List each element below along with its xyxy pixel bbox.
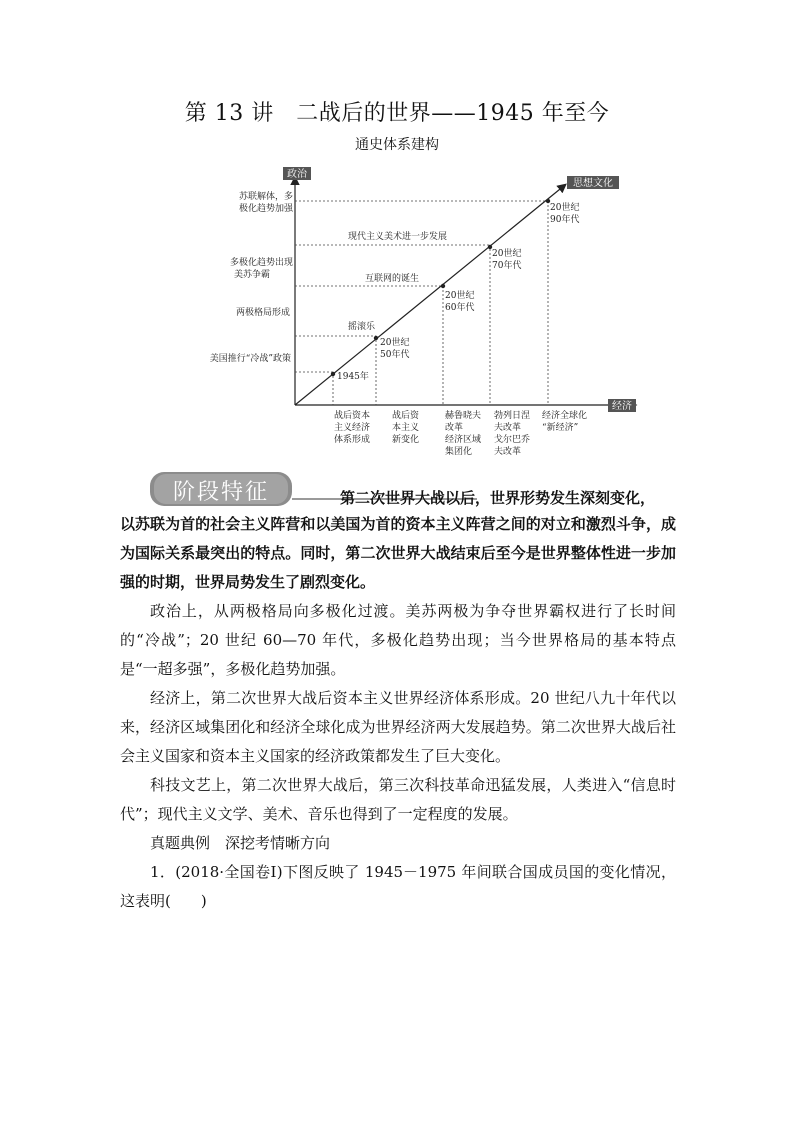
paragraph-3: 经济上，第二次世界大战后资本主义世界经济体系形成。20 世纪八九十年代以来，经济区域集团化和经济全球化成为世界经济两大发展趋势。第二次世界大战后社会主义国家和资本主义国家的经济政策都发生了巨大变化。 bbox=[120, 689, 676, 765]
bottom-label-4d: 夫改革 bbox=[494, 447, 522, 457]
section-subtitle: 通史体系建构 bbox=[355, 137, 439, 153]
point-label-60s-a: 20世纪 bbox=[445, 291, 475, 301]
point-1945 bbox=[331, 372, 335, 376]
point-label-70s-a: 20世纪 bbox=[492, 249, 522, 259]
point-label-90s-b: 90年代 bbox=[550, 215, 580, 225]
paragraph-1: 以苏联为首的社会主义阵营和以美国为首的资本主义阵营之间的对立和激烈斗争，成为国际关系最突出的特点。同时，第二次世界大战结束后至今是世界整体性进一步加强的时期，世界局势发生了剧烈变化。 bbox=[120, 515, 676, 591]
question-1: 1．(2018·全国卷Ⅰ)下图反映了 1945－1975 年间联合国成员国的变化情况，这表明( ) bbox=[120, 863, 676, 910]
stage-features-badge bbox=[150, 470, 300, 510]
point-label-60s-b: 60年代 bbox=[445, 303, 475, 313]
body-text bbox=[120, 510, 676, 916]
page-title: 第 13 讲 二战后的世界——1945 年至今 bbox=[184, 101, 610, 126]
bottom-label-4a: 勃列日涅 bbox=[494, 411, 531, 421]
axis-label-politics: 政治 bbox=[287, 169, 307, 180]
point-50s bbox=[374, 336, 378, 340]
paragraph-1-first-line: 第二次世界大战以后，世界形势发生深刻变化， bbox=[340, 489, 656, 507]
stage-features-label: 阶段特征 bbox=[172, 480, 269, 505]
event-label-art: 现代主义美术进一步发展 bbox=[348, 232, 448, 242]
bottom-label-4c: 戈尔巴乔 bbox=[494, 435, 531, 445]
bottom-label-5b: “新经济” bbox=[542, 423, 579, 433]
left-label-3: 多极化趋势出现 bbox=[229, 258, 293, 268]
axis-label-economy: 经济 bbox=[612, 401, 632, 412]
bottom-label-3d: 集团化 bbox=[445, 447, 473, 457]
bottom-label-3a: 赫鲁晓夫 bbox=[445, 411, 482, 421]
bottom-label-1a: 战后资本 bbox=[334, 411, 371, 421]
bottom-label-5a: 经济全球化 bbox=[542, 411, 588, 421]
bottom-label-2c: 新变化 bbox=[392, 435, 420, 445]
event-label-internet: 互联网的诞生 bbox=[365, 274, 420, 284]
point-label-50s-a: 20世纪 bbox=[380, 338, 410, 348]
bottom-label-1b: 主义经济 bbox=[334, 423, 371, 433]
point-label-70s-b: 70年代 bbox=[492, 261, 522, 271]
diagonal-axis bbox=[295, 185, 565, 405]
point-label-50s-b: 50年代 bbox=[380, 350, 410, 360]
axis-label-culture: 思想文化 bbox=[573, 178, 613, 189]
bottom-label-4b: 夫改革 bbox=[494, 423, 522, 433]
left-label-6: 美国推行“冷战”政策 bbox=[209, 354, 291, 364]
point-60s bbox=[441, 284, 445, 288]
left-label-4: 美苏争霸 bbox=[233, 270, 270, 280]
left-label-1: 苏联解体，多 bbox=[238, 192, 293, 202]
history-timeline-diagram bbox=[180, 160, 650, 460]
bottom-label-2b: 本主义 bbox=[392, 423, 420, 433]
paragraph-4: 科技文艺上，第二次世界大战后，第三次科技革命迅猛发展，人类进入“信息时代”；现代主义文学、美术、音乐也得到了一定程度的发展。 bbox=[120, 776, 676, 823]
left-label-2: 极化趋势加强 bbox=[238, 204, 293, 214]
left-label-5: 两极格局形成 bbox=[235, 308, 290, 318]
section-heading: 真题典例 深挖考情晰方向 bbox=[150, 834, 331, 852]
paragraph-2: 政治上，从两极格局向多极化过渡。美苏两极为争夺世界霸权进行了长时间的“冷战”；20 世纪 60—70 年代，多极化趋势出现；当今世界格局的基本特点是“一超多强”，多极化趋势加强。 bbox=[120, 602, 676, 678]
point-label-1945: 1945年 bbox=[337, 372, 369, 382]
event-label-rock: 摇滚乐 bbox=[348, 322, 376, 332]
point-label-90s-a: 20世纪 bbox=[550, 203, 580, 213]
bottom-label-3b: 改革 bbox=[445, 423, 464, 433]
bottom-label-2a: 战后资 bbox=[392, 411, 420, 421]
bottom-label-3c: 经济区域 bbox=[445, 435, 482, 445]
bottom-label-1c: 体系形成 bbox=[334, 435, 371, 445]
